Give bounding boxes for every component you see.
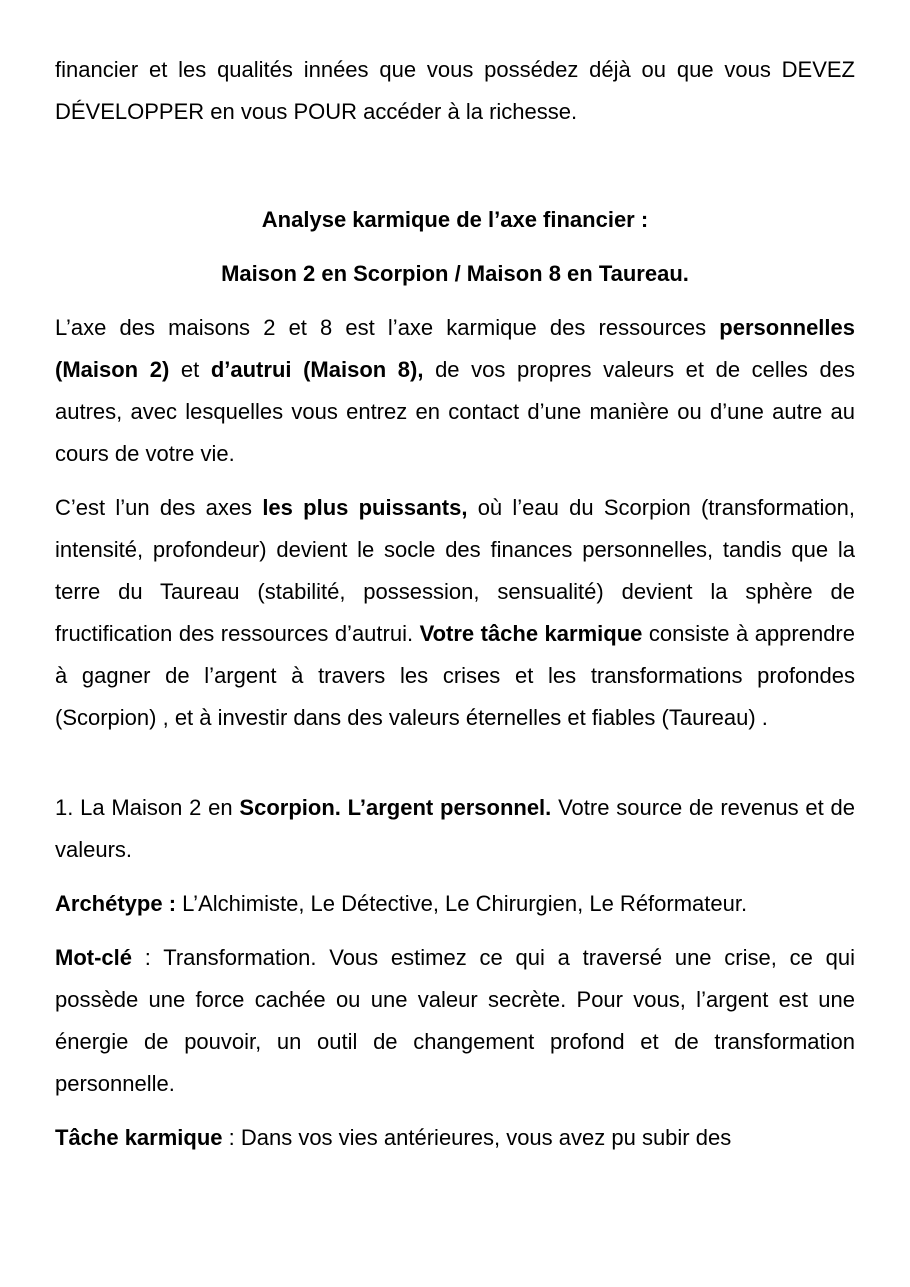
keyword-text: : Transformation. Vous estimez ce qui a traversé une crise, ce qui possède une force cachée ou une valeur secrète. Pour vous, l’argent est une énergie de pouvoir, un outil de changement profond et de transformation personnelle.: [55, 945, 855, 1096]
archetype-text: L’Alchimiste, Le Détective, Le Chirurgien, Le Réformateur.: [176, 891, 748, 916]
karmic-task-paragraph: [55, 1117, 855, 1159]
house2-paragraph: [55, 787, 855, 871]
house2-bold: Scorpion. L’argent personnel.: [239, 795, 552, 820]
power-bold-2: Votre tâche karmique: [419, 621, 643, 646]
section-heading-line2: Maison 2 en Scorpion / Maison 8 en Taureau.: [221, 261, 689, 286]
karmic-task-text: : Dans vos vies antérieures, vous avez pu subir des: [222, 1125, 732, 1150]
power-text-1: C’est l’un des axes: [55, 495, 263, 520]
axis-bold-1: personnelles (Maison 2): [55, 315, 855, 382]
section-heading-line1: Analyse karmique de l’axe financier :: [261, 207, 649, 232]
power-text-3: consiste à apprendre à gagner de l’argent à travers les crises et les transformations profondes (Scorpion) , et à investir dans des valeurs éternelles et fiables (Taureau) .: [55, 621, 855, 730]
intro-paragraph: financier et les qualités innées que vous possédez déjà ou que vous DEVEZ DÉVELOPPER en vous POUR accéder à la richesse.: [55, 57, 855, 124]
archetype-paragraph: [55, 883, 855, 925]
power-bold-1: les plus puissants,: [262, 495, 468, 520]
karmic-task-label: Tâche karmique: [55, 1125, 223, 1150]
axis-text-2: et: [169, 357, 211, 382]
axis-text-3: de vos propres valeurs et de celles des autres, avec lesquelles vous entrez en contact d’une manière ou d’une autre au cours de votre vie.: [55, 357, 855, 466]
keyword-paragraph: [55, 937, 855, 1105]
power-paragraph: [55, 487, 855, 739]
axis-text-1: L’axe des maisons 2 et 8 est l’axe karmique des ressources: [55, 315, 720, 340]
axis-bold-2: d’autrui (Maison 8),: [210, 357, 424, 382]
keyword-label: Mot-clé: [55, 945, 132, 970]
house2-text-1: 1. La Maison 2 en: [55, 795, 240, 820]
axis-paragraph: [55, 307, 855, 475]
house2-text-2: Votre source de revenus et de valeurs.: [55, 795, 855, 862]
page-content: [55, 49, 855, 1171]
power-text-2: où l’eau du Scorpion (transformation, intensité, profondeur) devient le socle des finances personnelles, tandis que la terre du Taureau (stabilité, possession, sensualité) devient la sphère de fructification des ressources d’autrui.: [55, 495, 855, 646]
archetype-label: Archétype :: [55, 891, 177, 916]
